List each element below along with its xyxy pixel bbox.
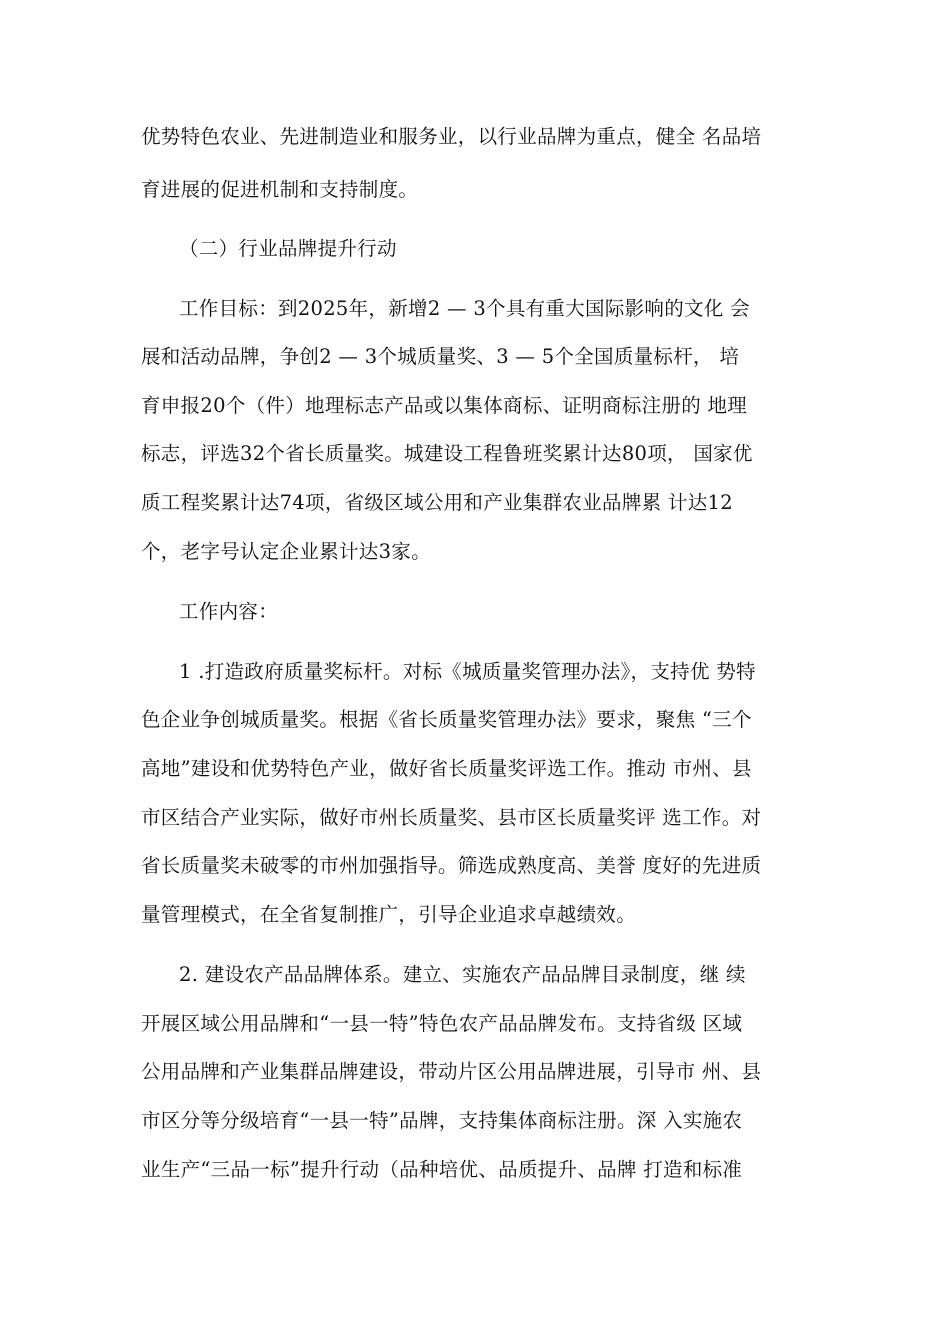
paragraph-line: 市区结合产业实际，做好市州长质量奖、县市区长质量奖评 选工作。对 — [141, 806, 762, 829]
paragraph-line: 开展区域公用品牌和“一县一特”特色农产品品牌发布。支持省级 区域 — [141, 1012, 743, 1035]
paragraph-line: 个，老字号认定企业累计达3家。 — [141, 540, 431, 563]
section-heading: （二）行业品牌提升行动 — [179, 237, 397, 260]
subheading: 工作内容： — [179, 600, 279, 623]
paragraph-line: 公用品牌和产业集群品牌建设，带动片区公用品牌进展，引导市 州、县 — [141, 1060, 762, 1083]
paragraph-line: 展和活动品牌，争创2 — 3个城质量奖、3 — 5个全国质量标杆， 培 — [141, 345, 740, 368]
paragraph-line: 业生产“三品一标”提升行动（品种培优、品质提升、品牌 打造和标准 — [141, 1158, 743, 1181]
paragraph-line: 育进展的促进机制和支持制度。 — [141, 178, 419, 201]
paragraph-line: 量管理模式，在全省复制推广，引导企业追求卓越绩效。 — [141, 903, 637, 926]
paragraph-line: 市区分等分级培育“一县一特”品牌，支持集体商标注册。深 入实施农 — [141, 1109, 743, 1132]
paragraph-line: 优势特色农业、先进制造业和服务业，以行业品牌为重点，健全 名品培 — [141, 125, 762, 148]
paragraph-line: 育申报20个（件）地理标志产品或以集体商标、证明商标注册的 地理 — [141, 394, 748, 417]
paragraph-line: 工作目标：到2025年，新增2 — 3个具有重大国际影响的文化 会 — [179, 297, 750, 320]
paragraph-line: 标志，评选32个省长质量奖。城建设工程鲁班奖累计达80项， 国家优 — [141, 442, 753, 465]
paragraph-line: 省长质量奖未破零的市州加强指导。筛选成熟度高、美誉 度好的先进质 — [141, 854, 762, 877]
paragraph-line: 1 .打造政府质量奖标杆。对标《城质量奖管理办法》，支持优 势特 — [179, 660, 756, 683]
paragraph-line: 高地”建设和优势特色产业，做好省长质量奖评选工作。推动 市州、县 — [141, 757, 752, 780]
paragraph-line: 色企业争创城质量奖。根据《省长质量奖管理办法》要求，聚焦 “三个 — [141, 708, 752, 731]
paragraph-line: 2. 建设农产品品牌体系。建立、实施农产品品牌目录制度，继 续 — [179, 963, 746, 986]
paragraph-line: 质工程奖累计达74项，省级区域公用和产业集群农业品牌累 计达12 — [141, 491, 733, 514]
